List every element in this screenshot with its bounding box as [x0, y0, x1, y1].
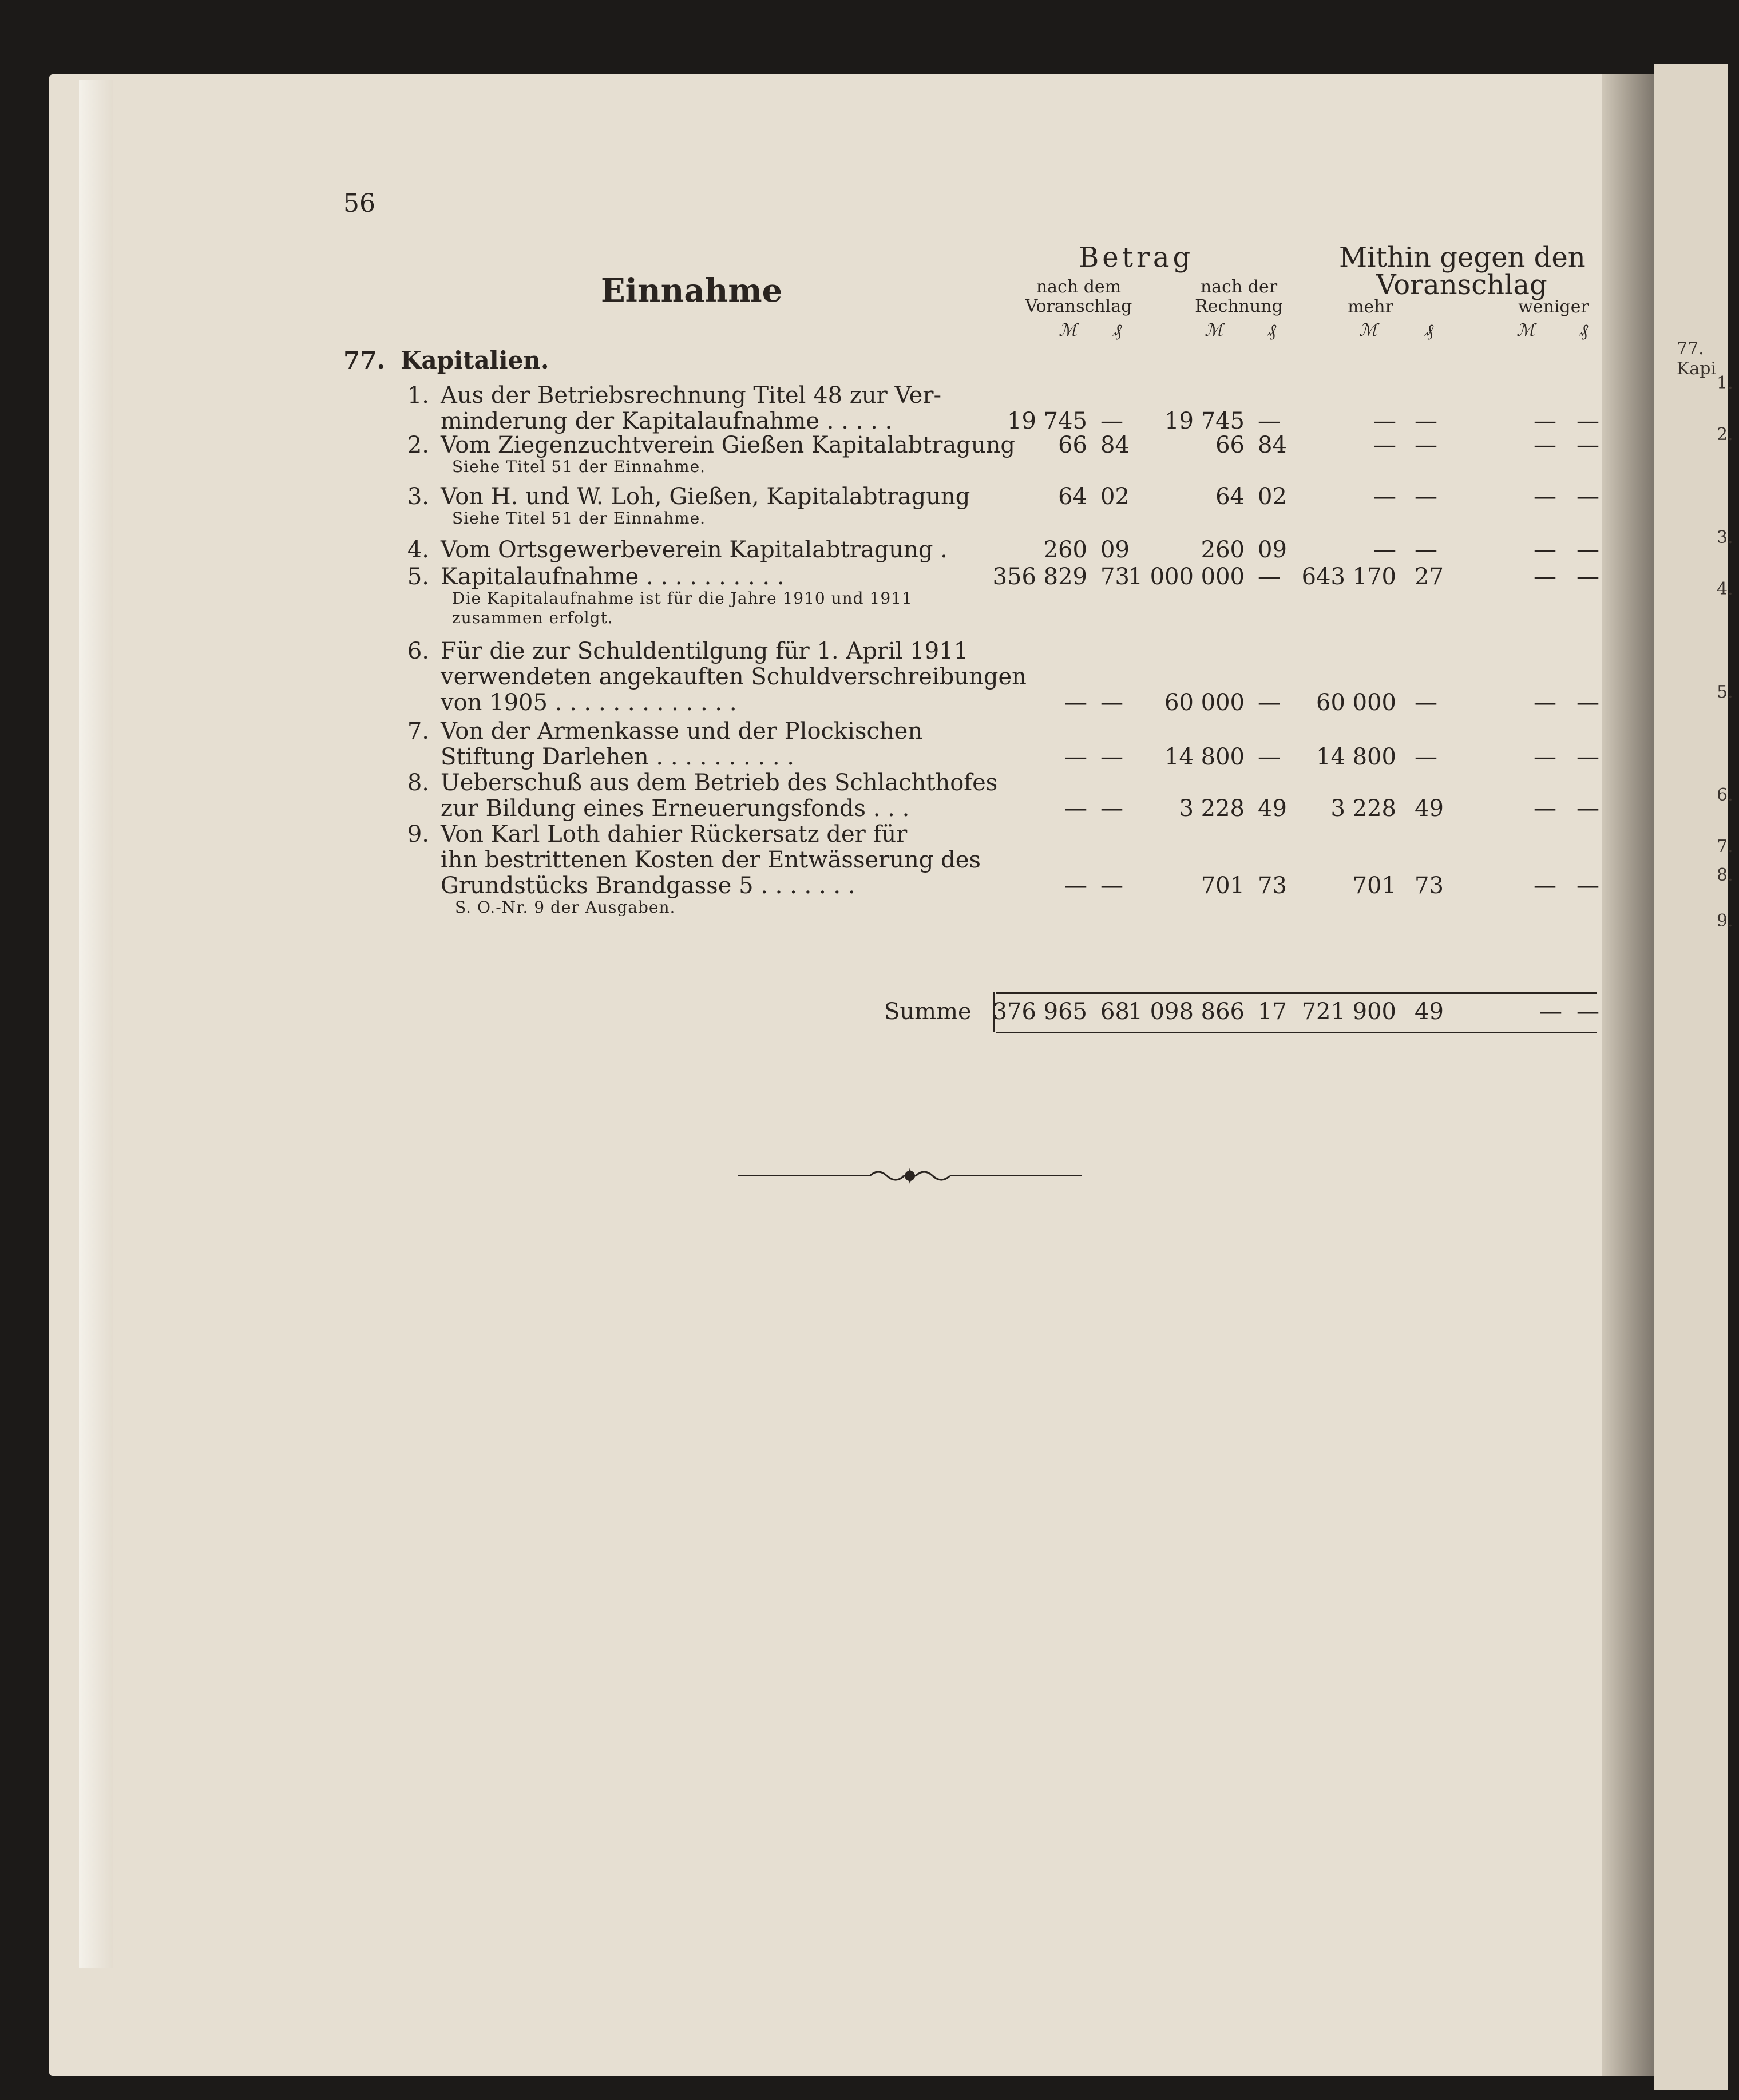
sum-label: Summe — [884, 999, 972, 1025]
value-weniger-pf: — — [1576, 690, 1599, 716]
item-number: 7. — [407, 718, 429, 744]
value-voranschlag-mark: 66 — [1058, 432, 1087, 458]
value-weniger-pf: — — [1576, 795, 1599, 822]
value-mehr-mark: 14 800 — [1316, 744, 1396, 770]
facing-fragment: 6. — [1717, 785, 1733, 805]
value-rechnung-pf: 84 — [1258, 432, 1287, 458]
sum-voranschlag-pf: 68 — [1100, 999, 1130, 1025]
item-text: ihn bestrittenen Kosten der Entwässerung des — [441, 847, 981, 873]
book-gutter — [1602, 74, 1654, 2076]
item-note: Die Kapitalaufnahme ist für die Jahre 1910 und 1911 — [452, 589, 913, 608]
value-weniger-pf: — — [1576, 484, 1599, 510]
facing-fragment: 9. — [1717, 911, 1733, 931]
value-weniger-pf: — — [1576, 408, 1599, 434]
item-text: Für die zur Schuldentilgung für 1. April 1911 — [441, 638, 969, 664]
value-voranschlag-pf: 84 — [1100, 432, 1130, 458]
item-text: Vom Ziegenzuchtverein Gießen Kapitalabtragung — [441, 432, 1016, 458]
item-number: 5. — [407, 564, 429, 590]
value-mehr-pf: — — [1415, 744, 1437, 770]
value-voranschlag-pf: 09 — [1100, 537, 1130, 563]
section-number: 77. — [343, 346, 386, 374]
sum-rule-bottom — [996, 1032, 1597, 1033]
value-voranschlag-mark: 356 829 — [992, 564, 1087, 590]
item-note: Siehe Titel 51 der Einnahme. — [452, 509, 706, 528]
item-text: Vom Ortsgewerbeverein Kapitalabtragung . — [441, 537, 948, 563]
section-label: Kapitalien. — [401, 346, 549, 374]
facing-page — [1654, 64, 1733, 2090]
value-mehr-mark: — — [1373, 484, 1396, 510]
value-rechnung-pf: 73 — [1258, 873, 1287, 899]
value-mehr-pf: — — [1415, 690, 1437, 716]
value-rechnung-mark: 64 — [1215, 484, 1245, 510]
item-text: Von H. und W. Loh, Gießen, Kapitalabtragung — [441, 484, 970, 510]
value-voranschlag-mark: — — [1064, 795, 1087, 822]
value-weniger-mark: — — [1534, 795, 1556, 822]
item-note: S. O.-Nr. 9 der Ausgaben. — [455, 898, 676, 917]
sum-weniger-pf: — — [1576, 999, 1599, 1025]
unit-pf: ₰ — [1425, 320, 1433, 340]
value-mehr-mark: 643 170 — [1301, 564, 1396, 590]
value-rechnung-mark: 19 745 — [1164, 408, 1245, 434]
value-weniger-mark: — — [1534, 564, 1556, 590]
sum-voranschlag-mark: 376 965 — [992, 999, 1087, 1025]
unit-pf: ₰ — [1579, 320, 1588, 340]
value-weniger-pf: — — [1576, 873, 1599, 899]
value-weniger-mark: — — [1534, 484, 1556, 510]
value-mehr-pf: 73 — [1415, 873, 1444, 899]
item-text: Von Karl Loth dahier Rückersatz der für — [441, 821, 908, 847]
value-mehr-pf: 49 — [1415, 795, 1444, 822]
item-number: 1. — [407, 382, 429, 409]
item-text: Grundstücks Brandgasse 5 . . . . . . . — [441, 873, 855, 899]
value-rechnung-mark: 14 800 — [1164, 744, 1245, 770]
value-voranschlag-pf: — — [1100, 795, 1123, 822]
value-mehr-pf: — — [1415, 432, 1437, 458]
facing-fragment: 4. — [1717, 579, 1733, 599]
value-weniger-pf: — — [1576, 744, 1599, 770]
value-weniger-pf: — — [1576, 432, 1599, 458]
item-note: Siehe Titel 51 der Einnahme. — [452, 457, 706, 476]
value-weniger-mark: — — [1534, 537, 1556, 563]
header-mehr: mehr — [1348, 297, 1393, 317]
header-voranschlag: nach dem Voranschlag — [1025, 277, 1132, 316]
value-mehr-mark: 60 000 — [1316, 690, 1396, 716]
value-mehr-mark: 3 228 — [1330, 795, 1396, 822]
value-rechnung-pf: 09 — [1258, 537, 1287, 563]
value-voranschlag-pf: — — [1100, 873, 1123, 899]
value-voranschlag-pf: — — [1100, 744, 1123, 770]
value-mehr-pf: — — [1415, 408, 1437, 434]
facing-fragment: 2. — [1717, 425, 1733, 445]
sum-mehr-mark: 721 900 — [1301, 999, 1396, 1025]
value-rechnung-mark: 1 000 000 — [1128, 564, 1245, 590]
value-voranschlag-pf: — — [1100, 408, 1123, 434]
unit-mark: ℳ — [1059, 320, 1078, 340]
unit-mark: ℳ — [1205, 320, 1223, 340]
ornament-divider-icon — [738, 1164, 1082, 1187]
item-number: 8. — [407, 770, 429, 796]
value-weniger-mark: — — [1534, 408, 1556, 434]
value-rechnung-mark: 3 228 — [1179, 795, 1245, 822]
value-rechnung-mark: 60 000 — [1164, 690, 1245, 716]
item-text: Ueberschuß aus dem Betrieb des Schlachthofes — [441, 770, 998, 796]
header-weniger: weniger — [1518, 297, 1589, 317]
sum-rule-top — [996, 992, 1597, 994]
value-mehr-mark: — — [1373, 432, 1396, 458]
facing-fragment: 8. — [1717, 865, 1733, 885]
item-number: 9. — [407, 821, 429, 847]
sum-mehr-pf: 49 — [1415, 999, 1444, 1025]
value-weniger-mark: — — [1534, 744, 1556, 770]
item-note: zusammen erfolgt. — [452, 608, 613, 627]
value-voranschlag-mark: — — [1064, 690, 1087, 716]
header-betrag: Betrag — [1079, 241, 1194, 274]
value-mehr-pf: — — [1415, 537, 1437, 563]
value-rechnung-pf: 49 — [1258, 795, 1287, 822]
value-rechnung-mark: 260 — [1201, 537, 1245, 563]
value-voranschlag-pf: — — [1100, 690, 1123, 716]
item-text: verwendeten angekauften Schuldverschreibungen — [441, 664, 1027, 690]
item-text: Stiftung Darlehen . . . . . . . . . . — [441, 744, 794, 770]
item-text: minderung der Kapitalaufnahme . . . . . — [441, 408, 893, 434]
item-text: Kapitalaufnahme . . . . . . . . . . — [441, 564, 785, 590]
value-weniger-mark: — — [1534, 873, 1556, 899]
header-voranschlag-2: Voranschlag — [1376, 269, 1547, 301]
sum-rechnung-mark: 1 098 866 — [1128, 999, 1245, 1025]
unit-pf: ₰ — [1113, 320, 1122, 340]
value-weniger-pf: — — [1576, 564, 1599, 590]
value-voranschlag-mark: 64 — [1058, 484, 1087, 510]
value-voranschlag-mark: — — [1064, 873, 1087, 899]
value-rechnung-pf: — — [1258, 408, 1281, 434]
facing-fragment: 77. Kapi — [1677, 339, 1717, 379]
value-voranschlag-mark: — — [1064, 744, 1087, 770]
page-edge — [79, 80, 113, 1968]
value-rechnung-pf: 02 — [1258, 484, 1287, 510]
item-text: Aus der Betriebsrechnung Titel 48 zur Ver- — [441, 382, 941, 409]
value-rechnung-mark: 701 — [1201, 873, 1245, 899]
facing-fragment: 7. — [1717, 837, 1733, 857]
value-mehr-mark: 701 — [1352, 873, 1396, 899]
item-number: 6. — [407, 638, 429, 664]
value-rechnung-pf: — — [1258, 744, 1281, 770]
facing-fragment: 5. — [1717, 682, 1733, 702]
sum-rechnung-pf: 17 — [1258, 999, 1287, 1025]
value-mehr-mark: — — [1373, 537, 1396, 563]
value-rechnung-pf: — — [1258, 564, 1281, 590]
value-weniger-mark: — — [1534, 690, 1556, 716]
facing-fragment: 1. — [1717, 373, 1733, 393]
item-number: 3. — [407, 484, 429, 510]
facing-fragment: 3. — [1717, 528, 1733, 548]
unit-mark: ℳ — [1359, 320, 1378, 340]
value-voranschlag-mark: 19 745 — [1007, 408, 1087, 434]
value-rechnung-mark: 66 — [1215, 432, 1245, 458]
sum-weniger-mark: — — [1539, 999, 1562, 1025]
value-rechnung-pf: — — [1258, 690, 1281, 716]
header-mithin: Mithin gegen den — [1339, 241, 1586, 274]
value-voranschlag-pf: 73 — [1100, 564, 1130, 590]
value-weniger-pf: — — [1576, 537, 1599, 563]
page-number: 56 — [343, 189, 375, 218]
value-voranschlag-pf: 02 — [1100, 484, 1130, 510]
unit-pf: ₰ — [1267, 320, 1276, 340]
item-text: Von der Armenkasse und der Plockischen — [441, 718, 923, 744]
value-voranschlag-mark: 260 — [1043, 537, 1087, 563]
item-text: zur Bildung eines Erneuerungsfonds . . . — [441, 795, 910, 822]
item-number: 4. — [407, 537, 429, 563]
value-weniger-mark: — — [1534, 432, 1556, 458]
header-rechnung: nach der Rechnung — [1195, 277, 1283, 316]
value-mehr-pf: 27 — [1415, 564, 1444, 590]
item-text: von 1905 . . . . . . . . . . . . . — [441, 690, 737, 716]
book-page — [49, 74, 1650, 2076]
value-mehr-mark: — — [1373, 408, 1396, 434]
unit-mark: ℳ — [1516, 320, 1535, 340]
section-title: Einnahme — [601, 272, 783, 310]
item-number: 2. — [407, 432, 429, 458]
value-mehr-pf: — — [1415, 484, 1437, 510]
